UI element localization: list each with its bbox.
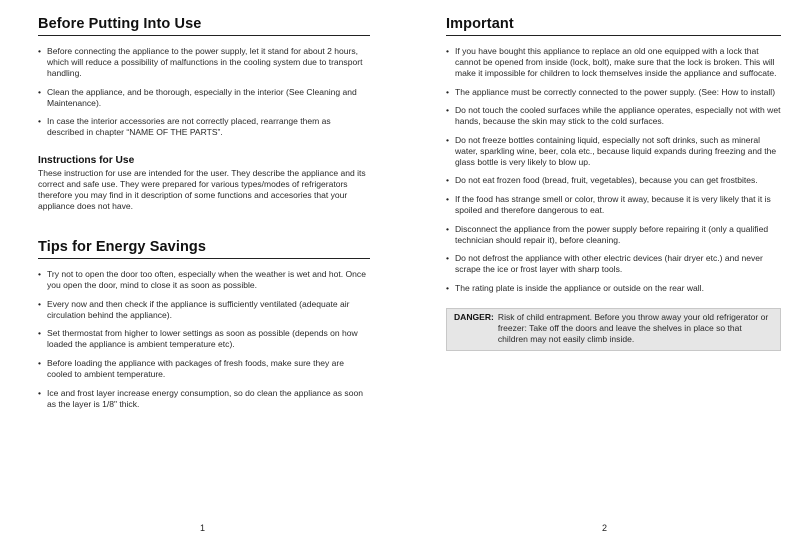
list-item: • If you have bought this appliance to replace an old one equipped with a lock that cannot be opened from inside (lock, bolt), make sure that the lock is broken. This will make it impossible for children to lock themselves inside the appliance and suffocate. — [446, 46, 781, 79]
list-item: • Before connecting the appliance to the power supply, let it stand for about 2 hours, which will reduce a possibility of malfunctions in the cooling system due to transport handling. — [38, 46, 370, 79]
danger-label: DANGER: — [454, 311, 494, 322]
list-item: • If the food has strange smell or color, throw it away, because it is very likely that it is spoiled and therefore dangerous to eat. — [446, 194, 781, 216]
list-item: • Clean the appliance, and be thorough, especially in the interior (See Cleaning and Maintenance). — [38, 87, 370, 109]
important-heading: Important — [446, 16, 781, 36]
danger-notice — [446, 308, 781, 351]
list-item: • Do not touch the cooled surfaces while the appliance operates, especially not with wet hands, because the skin may stick to the cold surfaces. — [446, 105, 781, 127]
before-use-heading: Before Putting Into Use — [38, 16, 370, 36]
list-item: • Set thermostat from higher to lower settings as soon as possible (depends on how loaded the appliance is ambient temperature etc). — [38, 328, 370, 350]
page-number: 1 — [200, 523, 206, 533]
list-item: • The rating plate is inside the appliance or outside on the rear wall. — [446, 283, 781, 294]
list-item: • Ice and frost layer increase energy consumption, so do clean the appliance as soon as the layer is 1/8" thick. — [38, 388, 370, 410]
list-item: • Do not defrost the appliance with other electric devices (hair dryer etc.) and never scrape the ice or frost layer with sharp tools. — [446, 253, 781, 275]
instructions-heading: Instructions for Use — [38, 155, 135, 167]
danger-text: Risk of child entrapment. Before you throw away your old refrigerator or freezer: Take off the doors and leave the shelves in place so that children may not easily climb inside. — [497, 311, 769, 344]
list-item: • In case the interior accessories are not correctly placed, rearrange them as described in chapter “NAME OF THE PARTS”. — [38, 116, 370, 138]
right-page — [404, 0, 808, 558]
list-item: • Disconnect the appliance from the power supply before repairing it (only a qualified technician should repair it), before cleaning. — [446, 224, 781, 246]
energy-tips-heading: Tips for Energy Savings — [38, 239, 370, 259]
list-item: • Try not to open the door too often, especially when the weather is wet and hot. Once you open the door, mind to close it as soon as possible. — [38, 269, 370, 291]
important-list — [446, 46, 781, 294]
list-item: • Before loading the appliance with packages of fresh foods, make sure they are cooled to ambient temperature. — [38, 358, 370, 380]
energy-tips-list — [38, 269, 370, 409]
list-item: • Do not eat frozen food (bread, fruit, vegetables), because you can get frostbites. — [446, 175, 781, 186]
instructions-text: These instruction for use are intended for the user. They describe the appliance and its correct and safe use. They were prepared for various types/modes of refrigerators therefore you may find in it description of some functions and accesories that your appliance does not have. — [38, 168, 366, 212]
list-item: • Every now and then check if the appliance is sufficiently ventilated (adequate air circulation behind the appliance). — [38, 299, 370, 321]
before-use-list — [38, 46, 370, 138]
left-column — [38, 16, 370, 417]
list-item: • Do not freeze bottles containing liquid, especially not soft drinks, such as mineral water, sparkling wine, beer, cola etc., because liquid expands during freezing and the glass bottle is very likely to blow up. — [446, 135, 781, 168]
right-column — [446, 16, 781, 351]
list-item: • The appliance must be correctly connected to the power supply. (See: How to install) — [446, 87, 781, 98]
page-number: 2 — [602, 523, 608, 533]
